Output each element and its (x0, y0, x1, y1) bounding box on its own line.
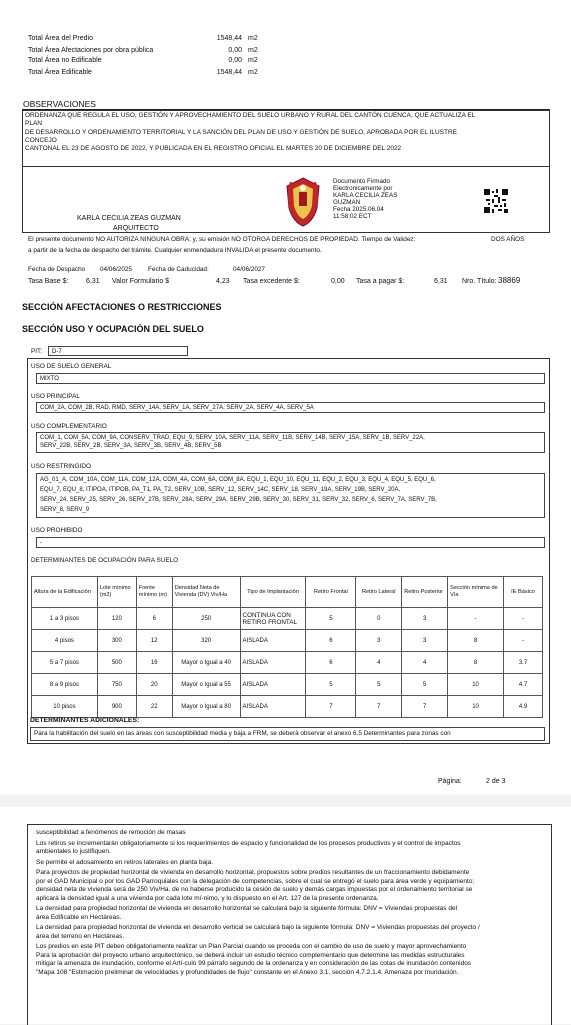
uso-line: EQU_7, EQU_8, ITIPOA, ITIPOB, PA_T1, PA_T2, SERV_10B, SERV_12, SERV_14C, SERV_18, SERV_19A, SERV_19B, SERV_20A, (40, 487, 401, 493)
table-cell: 5 (306, 608, 356, 630)
area-unit: m2 (248, 69, 258, 76)
table-cell: 3.7 (503, 652, 542, 674)
firma-line: Electronicamente por (333, 185, 393, 192)
uso-line: SERV_22B, SERV_2B, SERV_3A, SERV_3B, SERV_4B, SERV_5B (40, 443, 222, 449)
text-line: Los predios en este PIT deben obligatoriamente realizar un Plan Parcial cuando se proceda con el cambio de uso de suelo y mayor aprovechamiento (36, 943, 467, 950)
municipal-seal-icon (283, 176, 323, 228)
uso-complementario-field (36, 432, 545, 453)
table-cell: 6 (136, 608, 172, 630)
table-cell: - (503, 630, 542, 652)
nro-titulo-value: 38869 (498, 276, 521, 285)
text-line: susceptibilidad a fenómenos de remoción de masas (36, 829, 186, 836)
table-cell: 750 (97, 674, 136, 696)
observaciones-title: OBSERVACIONES (23, 99, 96, 109)
area-label: Total Área no Edificable (28, 57, 102, 64)
notice-line: El presente documento NO AUTORIZA NINGUNA OBRA; y, su emisión NO OTORGA DERECHOS DE PROPIEDAD. Tiempo de Validez: (28, 236, 416, 243)
table-cell: 3 (356, 630, 402, 652)
pagina-value: 2 de 3 (486, 778, 506, 785)
area-value: 1548,44 (216, 69, 242, 76)
validez-value: DOS AÑOS (491, 236, 525, 243)
paragraph (36, 905, 546, 922)
uso-line: COM_1, COM_5A, COM_9A, CONSERV_TRAD, EQU_9, SERV_10A, SERV_11A, SERV_11B, SERV_14B, SERV_15A, SERV_1B, SERV_22A, (40, 435, 425, 441)
observaciones-line: PLAN (25, 120, 42, 128)
firma-line: 11:58:02 ECT (333, 213, 372, 220)
determinantes-adicionales-label: DETERMINANTES ADICIONALES: (30, 717, 140, 724)
text-line: densidad neta de vivienda será de 250 Viv/Ha. de no haberse producido la cesión de suelo y demás cargas impuestas por el ordenamiento territorial se (36, 886, 473, 893)
text-line: aplicará la densidad igual a una vivienda por cada lote mí-nimo, y lo dispuesto en el Art. 127 de la presente ordenanza. (36, 894, 379, 902)
area-value: 0,00 (228, 57, 242, 64)
uso-complementario-label: USO COMPLEMENTARIO (31, 423, 107, 430)
table-cell: 120 (97, 608, 136, 630)
table-cell: 7 (356, 696, 402, 718)
column-header: Sección mínima de Vía (448, 577, 504, 608)
table-row (32, 630, 543, 652)
qr-code-icon (484, 189, 508, 213)
table-cell: 7 (306, 696, 356, 718)
uso-line: SERV_24, SERV_25, SERV_26, SERV_27B, SERV_28A, SERV_29A, SERV_29B, SERV_30, SERV_31, SERV_32, SERV_6, SERV_7A, SERV_7B, (40, 497, 437, 503)
table-cell: 10 (448, 674, 504, 696)
tasa-base-value: 6,31 (86, 278, 100, 285)
area-value: 0,00 (228, 47, 242, 54)
tasa-base-label: Tasa Base $: (28, 278, 69, 285)
fecha-caducidad-label: Fecha de Caducidad: (148, 266, 209, 273)
text-line: Para proyectos de propiedad horizontal de vivienda en desarrollo horizontal, propuestos sobre predios resultantes de un fraccionamiento debidamente (36, 869, 470, 876)
page2-text (36, 829, 546, 979)
notice-line: a partir de la fecha de despacho del trámite. Cualquier enmendadura INVALIDA el presente documento. (28, 247, 322, 254)
paragraph (36, 859, 546, 868)
column-header: Frente mínimo (m) (136, 577, 172, 608)
table-cell: 3 (402, 630, 448, 652)
table-row (32, 652, 543, 674)
column-header: Retiro Frontal (306, 577, 356, 608)
table-cell: 5 (402, 674, 448, 696)
firma-line: Documento Firmado (333, 178, 391, 185)
table-cell: 0 (356, 608, 402, 630)
determinantes-table (31, 576, 543, 718)
table-cell: 4 (356, 652, 402, 674)
column-header: Retiro Posterior (402, 577, 448, 608)
area-unit: m2 (248, 57, 258, 64)
table-cell: - (503, 608, 542, 630)
firma-line: GUZMAN (333, 199, 361, 206)
table-cell: 12 (136, 630, 172, 652)
table-header-row (32, 577, 543, 608)
text-line: ambientales lo justifiquen. (36, 848, 111, 855)
table-cell: 320 (172, 630, 240, 652)
document-page-2 (0, 807, 571, 1024)
table-cell: 4.9 (503, 696, 542, 718)
area-label: Total Área Edificable (28, 69, 92, 76)
valor-formulario-label: Valor Formulario $ (112, 278, 170, 285)
table-cell: 250 (172, 608, 240, 630)
observaciones-line: DE DESARROLLO Y ORDENAMIENTO TERRITORIAL Y LA SANCIÓN DEL PLAN DE USO Y GESTIÓN DE SUELO, APROBADA POR EL ILUSTRE (25, 128, 458, 136)
table-cell: - (448, 608, 504, 630)
seccion-uso-title: SECCIÓN USO Y OCUPACIÓN DEL SUELO (22, 324, 204, 334)
table-cell: AISLADA (240, 696, 306, 718)
table-cell: 10 pisos (32, 696, 98, 718)
column-header: Tipo de Implantación (240, 577, 306, 608)
column-header: IE Básico (503, 577, 542, 608)
uso-line: AG_01_A, COM_10A, COM_11A, COM_12A, COM_4A, COM_6A, COM_8A, EQU_1, EQU_10, EQU_11, EQU_2, EQU_3, EQU_4, EQU_5, EQU_6, (40, 477, 436, 483)
table-cell: 6 (306, 652, 356, 674)
area-label: Total Área Afectaciones por obra pública (28, 47, 154, 54)
firma-electronica-text (333, 178, 397, 220)
paragraph (36, 924, 546, 941)
text-line: Para la aprobación del proyecto urbano arquitectónico, se deberá incluir un estudio técnico complementario que determine las medidas estructurales (36, 951, 465, 959)
uso-restringido-field (36, 473, 545, 518)
valor-formulario-value: 4,23 (216, 278, 230, 285)
uso-line: SERV_8, SERV_9 (40, 507, 90, 513)
table-cell: CONTINUA CON RETIRO FRONTAL (240, 608, 306, 630)
area-unit: m2 (248, 35, 258, 42)
pagina-label: Página: (438, 778, 462, 785)
firma-line: KARLA CECILIA ZEAS (333, 192, 398, 199)
text-line: área Edificable en Hectáreas. (36, 913, 122, 921)
table-cell: 5 a 7 pisos (32, 652, 98, 674)
paragraph (36, 829, 546, 838)
text-line: Se permite el adosamiento en retiros laterales en planta baja. (36, 858, 214, 866)
uso-principal-field: COM_2A, COM_2B, RAD, RMD, SERV_14A, SERV_1A, SERV_27A, SERV_2A, SERV_4A, SERV_5A (36, 402, 545, 413)
column-header: Retiro Lateral (356, 577, 402, 608)
uso-prohibido-label: USO PROHIBIDO (31, 527, 83, 534)
pit-label: PIT: (31, 348, 43, 355)
tasa-excedente-label: Tasa excedente $: (243, 278, 300, 285)
area-unit: m2 (248, 47, 258, 54)
signer-name: KARLA CECILIA ZEAS GUZMAN (77, 215, 181, 222)
table-cell: 10 (448, 696, 504, 718)
table-cell: AISLADA (240, 674, 306, 696)
table-cell: 4 (402, 652, 448, 674)
table-cell: 7 (402, 696, 448, 718)
column-header: Altura de la Edificación (32, 577, 98, 608)
pit-field: D-7 (48, 346, 188, 356)
tasa-excedente-value: 0,00 (331, 278, 345, 285)
nro-titulo-label: Nro. Título: (462, 278, 497, 285)
column-header: Lote mínimo (m2) (97, 577, 136, 608)
uso-principal-label: USO PRINCIPAL (31, 393, 80, 400)
paragraph (36, 869, 546, 903)
text-line: área del terreno en Hectáreas. (36, 932, 125, 940)
area-value: 1548,44 (216, 35, 242, 42)
text-line: "Mapa 108 "Estimación preliminar de velocidades y profundidades de flujo" constante en el Anexo 3.1. sección 4.7.2.1.4. Amenaza por Inundación. (36, 968, 459, 976)
fecha-despacho-value: 04/06/2025 (100, 266, 132, 273)
table-cell: 16 (136, 652, 172, 674)
paragraph (36, 943, 546, 977)
text-line: Los retiros se incrementarán obligatoriamente si los requerimientos de espacio y funcionalidad de los procesos productivos y el control de impactos (36, 839, 461, 847)
uso-prohibido-field: - (36, 537, 545, 548)
paragraph (36, 840, 546, 857)
uso-restringido-label: USO RESTRINGIDO (31, 463, 92, 470)
determinantes-adicionales-text: Para la habilitación del suelo en las áreas con susceptibilidad media y baja a FRM, se deberá observar el anexo 6.5 Determinantes para zonas con (30, 727, 545, 741)
text-line: mitigar la amenaza de inundación, conforme el Artí-culo 99 párrafo segundo de la ordenanza y en consideración de las cotas de inundación contenidos (36, 960, 472, 967)
uso-general-field: MIXTO (36, 373, 545, 384)
table-row (32, 674, 543, 696)
table-cell: 3 (402, 608, 448, 630)
observaciones-line: CANTONAL EL 23 DE AGOSTO DE 2022, Y PUBLICADA EN EL REGISTRO OFICIAL EL MARTES 20 DE DICIEMBRE DEL 2022 (25, 145, 402, 153)
table-cell: 500 (97, 652, 136, 674)
table-cell: 20 (136, 674, 172, 696)
observaciones-box (22, 110, 550, 167)
table-cell: 8 a 9 pisos (32, 674, 98, 696)
fecha-caducidad-value: 04/06/2027 (233, 266, 265, 273)
table-cell: Mayor o Igual a 80 (172, 696, 240, 718)
text-line: por el GAD Municipal o por los GAD Parroquiales con la delegación de competencias, sobre el cual se entregó el suelo para área verde y equipamiento; (36, 877, 475, 885)
firma-line: Fecha 2025.06.04 (333, 206, 384, 213)
area-label: Total Área del Predio (28, 35, 93, 42)
text-line: La densidad para propiedad horizontal de vivienda en desarrollo vertical se calculará bajo la siguiente fórmula: DNV = Viviendas propuestas del proyecto / (36, 924, 480, 931)
tasa-pagar-label: Tasa a pagar $: (356, 278, 405, 285)
signer-role: ARQUITECTO (113, 225, 159, 232)
table-cell: AISLADA (240, 652, 306, 674)
observaciones-line: ORDENANZA QUE REGULA EL USO, GESTIÓN Y APROVECHAMIENTO DEL SUELO URBANO Y RURAL DEL CANTÓN CUENCA, QUE ACTUALIZA EL (25, 112, 476, 119)
table-cell: Mayor o Igual a 55 (172, 674, 240, 696)
table-cell: 900 (97, 696, 136, 718)
table-cell: AISLADA (240, 630, 306, 652)
table-cell: 8 (448, 630, 504, 652)
uso-general-label: USO DE SUELO GENERAL (31, 363, 112, 370)
determinantes-title: DETERMINANTES DE OCUPACIÓN PARA SUELO (31, 557, 179, 564)
tasa-pagar-value: 6,31 (434, 278, 448, 285)
table-cell: 5 (356, 674, 402, 696)
table-cell: 4.7 (503, 674, 542, 696)
table-cell: 6 (306, 630, 356, 652)
table-cell: 300 (97, 630, 136, 652)
seccion-afectaciones-title: SECCIÓN AFECTACIONES O RESTRICCIONES (22, 302, 222, 312)
table-cell: Mayor o Igual a 40 (172, 652, 240, 674)
table-cell: 22 (136, 696, 172, 718)
table-cell: 4 pisos (32, 630, 98, 652)
fecha-despacho-label: Fecha de Despacho (28, 266, 86, 273)
table-row (32, 696, 543, 718)
observaciones-line: CONCEJO (25, 136, 57, 144)
column-header: Densidad Neta de Vivienda (DV) Viv/Ha (172, 577, 240, 608)
table-cell: 8 (448, 652, 504, 674)
table-cell: 5 (306, 674, 356, 696)
table-row (32, 608, 543, 630)
table-cell: 1 a 3 pisos (32, 608, 98, 630)
text-line: La densidad para propiedad horizontal de vivienda en desarrollo horizontal se calculará bajo la siguiente fórmula: DNV = Viviendas propuestas del (36, 905, 458, 912)
